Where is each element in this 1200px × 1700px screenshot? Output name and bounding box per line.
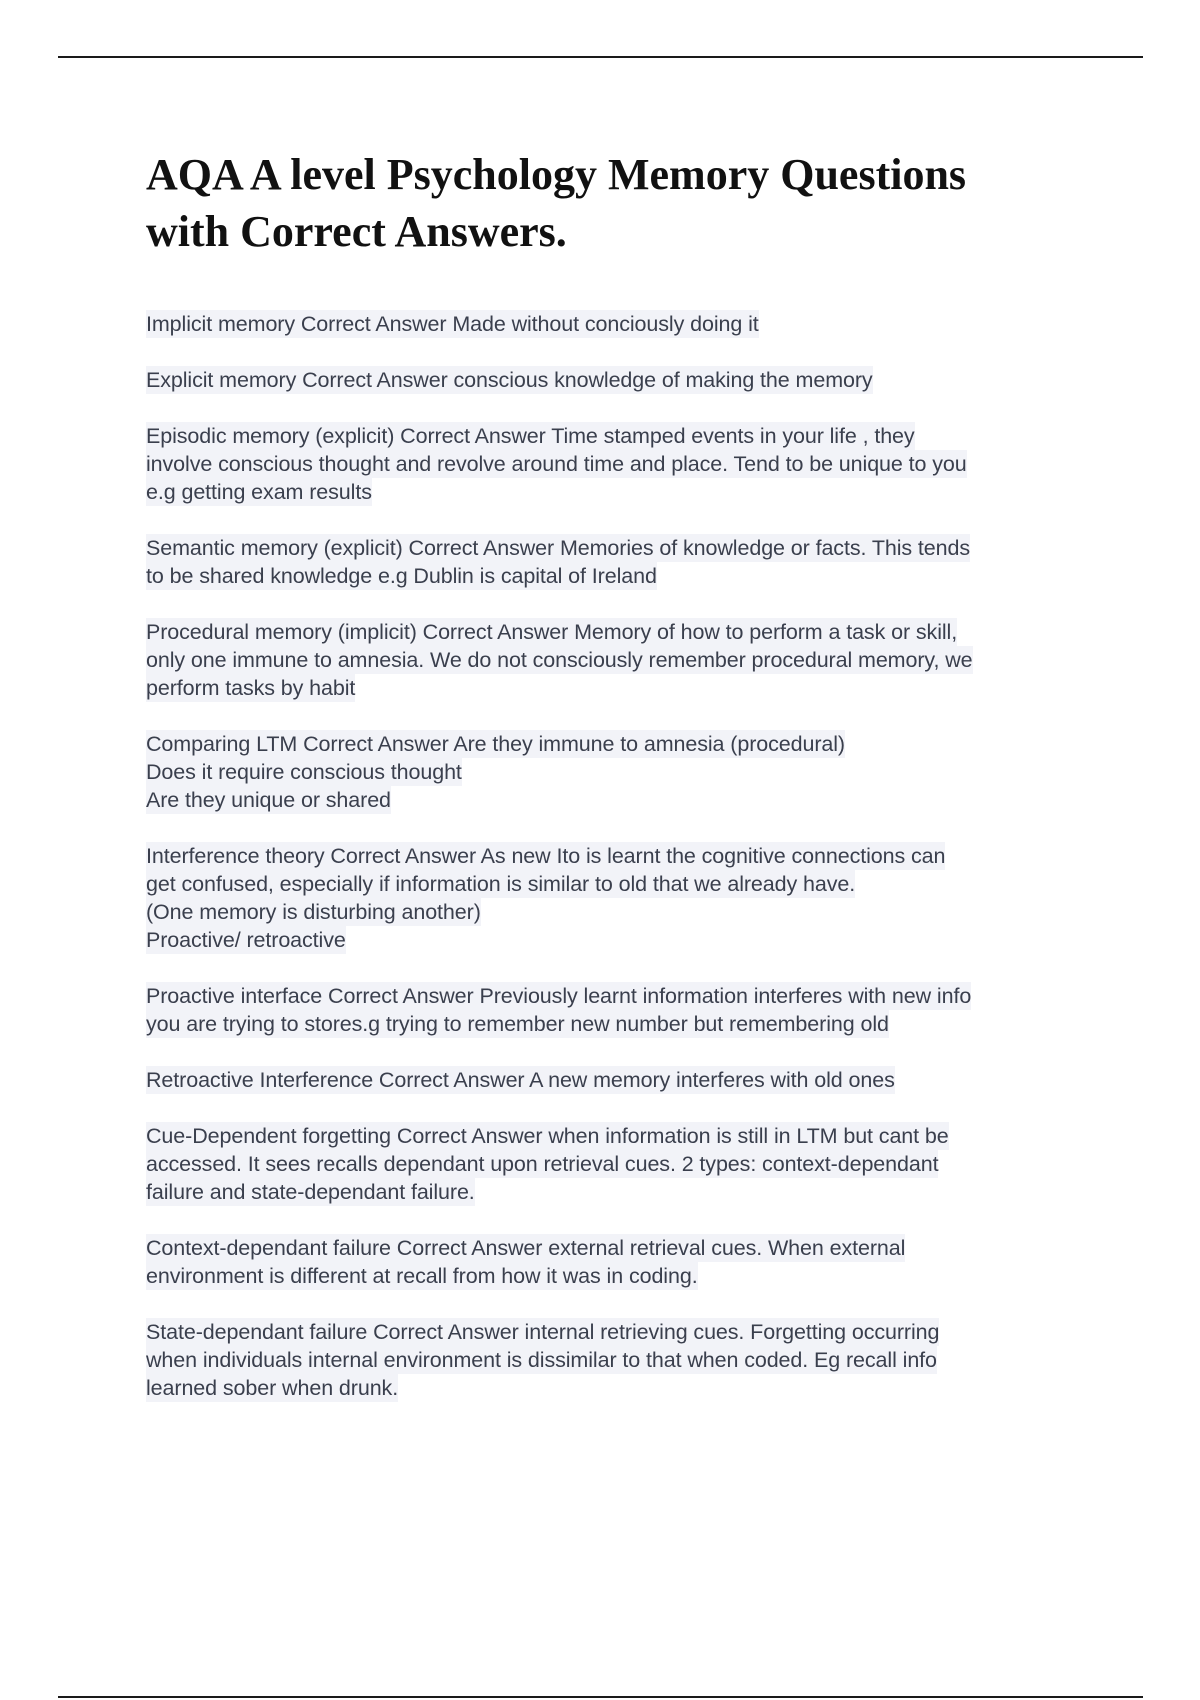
qa-item-line: Proactive/ retroactive	[146, 928, 346, 952]
qa-item-line: Explicit memory Correct Answer conscious knowledge of making the memory	[146, 368, 873, 392]
qa-item-line: Interference theory Correct Answer As new Ito is learnt the cognitive connections can	[146, 844, 946, 868]
qa-item	[146, 422, 1096, 506]
qa-item	[146, 842, 1096, 954]
qa-item-line: Semantic memory (explicit) Correct Answer Memories of knowledge or facts. This tends	[146, 536, 971, 560]
qa-item	[146, 1234, 1096, 1290]
qa-list	[146, 310, 1096, 1402]
qa-item-line: accessed. It sees recalls dependant upon retrieval cues. 2 types: context-dependant	[146, 1152, 939, 1176]
qa-item-line: failure and state-dependant failure.	[146, 1180, 475, 1204]
qa-item-line: Episodic memory (explicit) Correct Answer Time stamped events in your life , they	[146, 424, 915, 448]
qa-item	[146, 534, 1096, 590]
page-title-line: AQA A level Psychology Memory Questions	[146, 150, 967, 199]
document-body	[146, 146, 1096, 1430]
qa-item-line: get confused, especially if information is similar to old that we already have.	[146, 872, 856, 896]
page-title-line: with Correct Answers.	[146, 207, 567, 256]
qa-item	[146, 1318, 1096, 1402]
qa-item-line: State-dependant failure Correct Answer internal retrieving cues. Forgetting occurring	[146, 1320, 940, 1344]
qa-item-line: Proactive interface Correct Answer Previously learnt information interferes with new info	[146, 984, 972, 1008]
qa-item	[146, 1066, 1096, 1094]
qa-item-line: Implicit memory Correct Answer Made without conciously doing it	[146, 312, 759, 336]
qa-item-line: Does it require conscious thought	[146, 760, 462, 784]
qa-item	[146, 982, 1096, 1038]
qa-item	[146, 1122, 1096, 1206]
qa-item-line: involve conscious thought and revolve around time and place. Tend to be unique to you	[146, 452, 967, 476]
qa-item	[146, 730, 1096, 814]
qa-item-line: Context-dependant failure Correct Answer external retrieval cues. When external	[146, 1236, 906, 1260]
qa-item-line: (One memory is disturbing another)	[146, 900, 481, 924]
qa-item	[146, 366, 1096, 394]
qa-item-line: when individuals internal environment is dissimilar to that when coded. Eg recall info	[146, 1348, 937, 1372]
qa-item-line: environment is different at recall from how it was in coding.	[146, 1264, 698, 1288]
qa-item-line: only one immune to amnesia. We do not consciously remember procedural memory, we	[146, 648, 973, 672]
qa-item-line: Retroactive Interference Correct Answer A new memory interferes with old ones	[146, 1068, 895, 1092]
top-rule	[58, 56, 1143, 58]
page-title	[146, 146, 1096, 260]
qa-item	[146, 310, 1096, 338]
qa-item-line: Comparing LTM Correct Answer Are they immune to amnesia (procedural)	[146, 732, 845, 756]
qa-item-line: e.g getting exam results	[146, 480, 372, 504]
qa-item-line: perform tasks by habit	[146, 676, 356, 700]
qa-item-line: Procedural memory (implicit) Correct Answer Memory of how to perform a task or skill,	[146, 620, 958, 644]
qa-item-line: to be shared knowledge e.g Dublin is capital of Ireland	[146, 564, 657, 588]
qa-item	[146, 618, 1096, 702]
qa-item-line: you are trying to stores.g trying to remember new number but remembering old	[146, 1012, 889, 1036]
qa-item-line: Are they unique or shared	[146, 788, 391, 812]
qa-item-line: Cue-Dependent forgetting Correct Answer when information is still in LTM but cant be	[146, 1124, 949, 1148]
qa-item-line: learned sober when drunk.	[146, 1376, 399, 1400]
bottom-rule	[58, 1696, 1143, 1698]
